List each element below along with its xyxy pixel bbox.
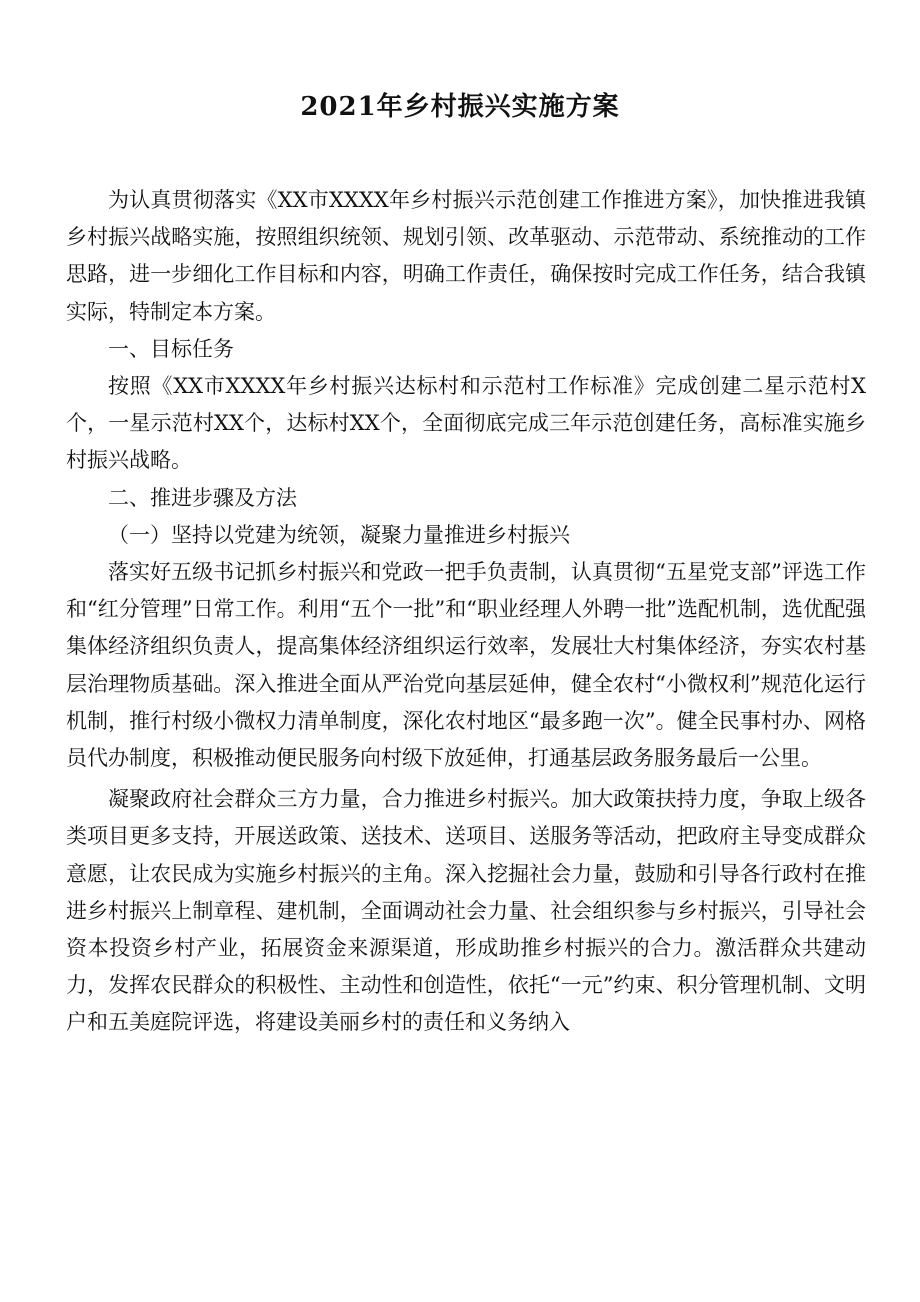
forces-paragraph: 凝聚政府社会群众三方力量，合力推进乡村振兴。加大政策扶持力度，争取上级各类项目更多支持，开展送政策、送技术、送项目、送服务等活动，把政府主导变成群众意愿，让农民成为实施乡村振兴的主角。深入挖掘社会力量，鼓励和引导各行政村在推进乡村振兴上制章程、建机制，全面调动社会力量、社会组织参与乡村振兴，引导社会资本投资乡村产业，拓展资金来源渠道，形成助推乡村振兴的合力。激活群众共建动力，发挥农民群众的积极性、主动性和创造性，依托“一元”约束、积分管理机制、文明户和五美庭院评选，将建设美丽乡村的责任和义务纳入 <box>66 787 866 1035</box>
goals-paragraph: 按照《XX市XXXX年乡村振兴达标村和示范村工作标准》完成创建二星示范村X个，一星示范村XX个，达标村XX个，全面彻底完成三年示范创建任务，高标准实施乡村振兴战略。 <box>66 374 866 473</box>
section-heading-steps: 二、推进步骤及方法 <box>108 485 297 510</box>
document-title: 2021年乡村振兴实施方案 <box>300 92 620 122</box>
intro-paragraph: 为认真贯彻落实《XX市XXXX年乡村振兴示范创建工作推进方案》，加快推进我镇乡村振兴战略实施，按照组织统领、规划引领、改革驱动、示范带动、系统推动的工作思路，进一步细化工作目标和内容，明确工作责任，确保按时完成工作任务，结合我镇实际，特制定本方案。 <box>66 188 866 324</box>
section-heading-goals: 一、目标任务 <box>108 336 234 361</box>
subsection-heading-party: （一）坚持以党建为统领，凝聚力量推进乡村振兴 <box>108 522 570 547</box>
document-body <box>66 182 866 1042</box>
party-paragraph: 落实好五级书记抓乡村振兴和党政一把手负责制，认真贯彻“五星党支部”评选工作和“红分管理”日常工作。利用“五个一批”和“职业经理人外聘一批”选配机制，选优配强集体经济组织负责人，提高集体经济组织运行效率，发展壮大村集体经济，夯实农村基层治理物质基础。深入推进全面从严治党向基层延伸，健全农村“小微权利”规范化运行机制，推行村级小微权力清单制度，深化农村地区“最多跑一次”。健全民事村办、网格员代办制度，积极推动便民服务向村级下放延伸，打通基层政务服务最后一公里。 <box>66 560 866 771</box>
